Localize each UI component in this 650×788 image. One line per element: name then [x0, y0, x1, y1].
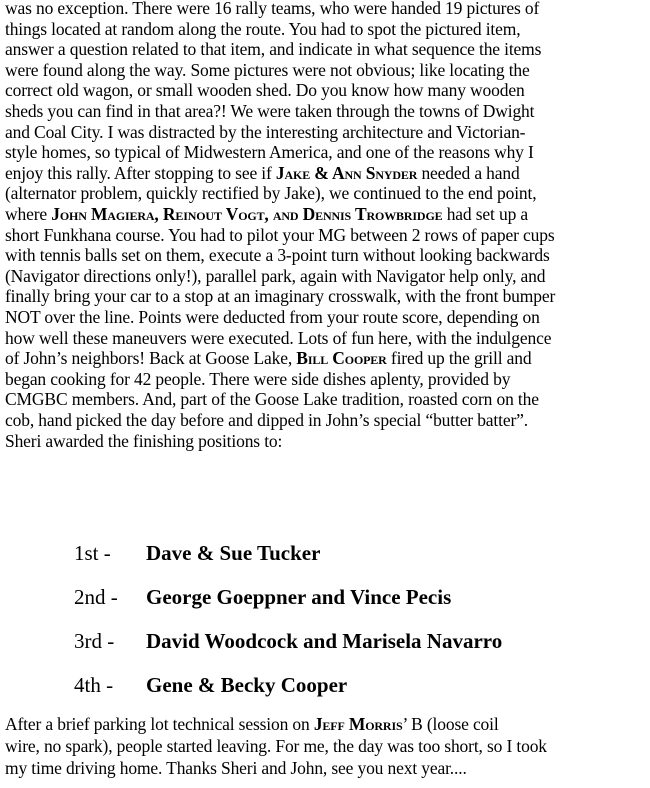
text-line: [5, 225, 555, 245]
text-line: [5, 142, 534, 162]
text-segment: finally bring your car to a stop at an imaginary crosswalk, with the front bumper: [5, 286, 556, 307]
result-team: George Goeppner and Vince Pecis: [146, 585, 452, 609]
text-segment: were found along the way. Some pictures were not obvious; like locating the: [5, 59, 530, 80]
result-rank: 4th -: [74, 673, 114, 697]
text-segment: of John’s neighbors! Back at Goose Lake,: [5, 348, 297, 369]
text-segment: cob, hand picked the day before and dipped in John’s special “butter batter”.: [5, 410, 528, 430]
text-segment: (Navigator directions only!), parallel park, again with Navigator help only, and: [5, 265, 546, 286]
text-segment: ’ B (loose coil: [402, 714, 499, 734]
text-line: [5, 369, 510, 389]
result-rank: 2nd -: [74, 585, 118, 609]
text-segment: my time driving home. Thanks Sheri and John, see you next year....: [5, 758, 467, 778]
result-rank: 3rd -: [74, 629, 115, 653]
text-line: [5, 183, 536, 203]
text-segment: short Funkhana course. You had to pilot your MG between 2 rows of paper cups: [5, 224, 555, 245]
person-name: Jake & Ann Snyder: [275, 162, 418, 183]
text-segment: (alternator problem, quickly rectified by Jake), we continued to the end point,: [5, 183, 537, 204]
text-segment: had set up a: [442, 204, 529, 224]
text-line: [5, 348, 531, 368]
text-line: [5, 163, 520, 183]
text-segment: sheds you can find in that area?! We were taken through the towns of Dwight: [5, 101, 535, 121]
text-line: [5, 758, 467, 778]
text-segment: wire, no spark), people started leaving. For me, the day was too short, so I took: [5, 736, 547, 756]
text-segment: fired up the grill and: [386, 348, 532, 369]
text-segment: where: [5, 204, 52, 224]
person-name: Jeff Morris: [313, 714, 403, 734]
text-segment: was no exception. There were 16 rally teams, who were handed 19 pictures of: [5, 0, 540, 18]
text-segment: enjoy this rally. After stopping to see if: [5, 162, 276, 183]
text-segment: CMGBC members. And, part of the Goose Lake tradition, roasted corn on the: [5, 389, 539, 410]
text-line: [5, 60, 530, 80]
text-line: [5, 714, 499, 734]
person-name: John Magiera, Reinout Vogt, and Dennis Trowbridge: [51, 204, 443, 224]
text-line: [5, 307, 540, 327]
text-segment: with tennis balls set on them, execute a 3-point turn without looking backwards: [5, 245, 550, 266]
text-segment: how well these maneuvers were executed. Lots of fun here, with the indulgence: [5, 327, 552, 348]
result-team: Gene & Becky Cooper: [146, 673, 348, 697]
text-line: [5, 328, 551, 348]
text-segment: and Coal City. I was distracted by the interesting architecture and Victorian-: [5, 121, 526, 142]
text-segment: needed a hand: [417, 162, 520, 183]
result-team: David Woodcock and Marisela Navarro: [146, 629, 503, 653]
text-line: [5, 19, 520, 39]
text-line: [5, 286, 555, 306]
text-line: [5, 389, 539, 409]
text-segment: things located at random along the route. You had to spot the pictured item,: [5, 18, 521, 39]
text-line: [5, 245, 550, 265]
text-line: [5, 410, 528, 430]
text-segment: began cooking for 42 people. There were side dishes aplenty, provided by: [5, 368, 511, 389]
result-rank: 1st -: [74, 541, 111, 565]
text-line: [5, 0, 539, 18]
text-line: [5, 80, 525, 100]
text-segment: After a brief parking lot technical session on: [5, 714, 314, 734]
text-line: [5, 266, 545, 286]
text-line: [5, 204, 528, 224]
text-segment: Sheri awarded the finishing positions to:: [5, 430, 283, 451]
text-line: [5, 431, 282, 451]
result-team: Dave & Sue Tucker: [146, 541, 321, 565]
text-line: [5, 39, 541, 59]
text-segment: style homes, so typical of Midwestern America, and one of the reasons why I: [5, 142, 534, 163]
person-name: Bill Cooper: [296, 348, 387, 369]
text-line: [5, 122, 525, 142]
text-line: [5, 736, 547, 756]
text-segment: NOT over the line. Points were deducted from your route score, depending on: [5, 307, 540, 327]
text-segment: correct old wagon, or small wooden shed. Do you know how many wooden: [5, 80, 525, 101]
text-segment: answer a question related to that item, and indicate in what sequence the items: [5, 39, 542, 60]
text-line: [5, 101, 534, 121]
